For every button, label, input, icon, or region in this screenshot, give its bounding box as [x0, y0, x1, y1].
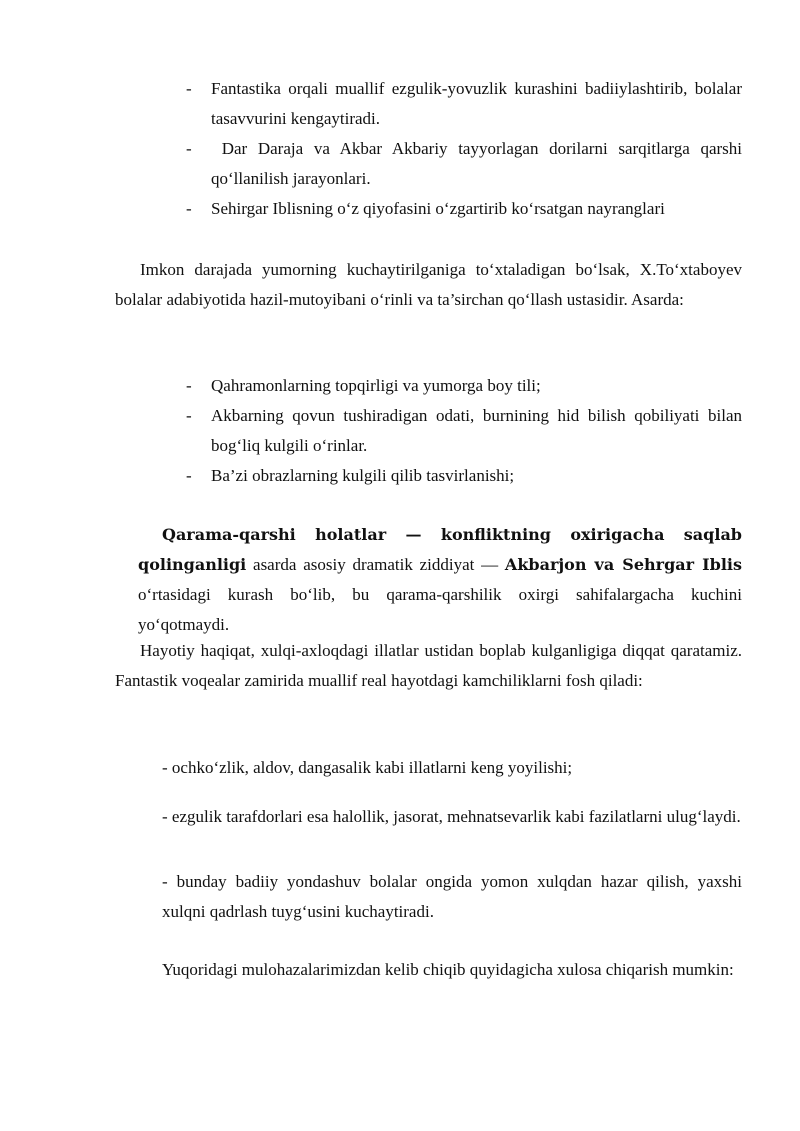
list-dash: -	[186, 406, 192, 425]
paragraph-text: o‘rtasidagi kurash bo‘lib, bu qarama-qarshilik oxirgi sahifalargacha kuchini yo‘qotmaydi.	[138, 585, 742, 634]
list-item-text: Ba’zi obrazlarning kulgili qilib tasvirlanishi;	[211, 466, 515, 485]
list-item	[186, 461, 742, 491]
list-item	[186, 194, 742, 224]
item-vices: - ochko‘zlik, aldov, dangasalik kabi illatlarni keng yoyilishi;	[162, 758, 573, 777]
list-item-text: Dar Daraja va Akbar Akbariy tayyorlagan dorilarni sarqitlarga qarshi qo‘llanilish jarayonlari.	[211, 139, 747, 188]
bold-phrase: Qarama-qarshi holatlar — konfliktning oxirigacha saqlab qolinganligi	[138, 525, 742, 574]
list-item	[186, 134, 747, 194]
bullet-list-1	[186, 74, 747, 224]
paragraph-text: asarda asosiy dramatik ziddiyat —	[246, 555, 505, 574]
paragraph-text: Hayotiy haqiqat, xulqi-axloqdagi illatlar ustidan boplab kulganligiga diqqat qaratamiz. Fantastik voqealar zamirida muallif real hayotdagi kamchiliklarni fosh qiladi:	[115, 641, 742, 690]
paragraph-reality	[115, 636, 742, 696]
list-item	[186, 74, 742, 134]
paragraph-text: Imkon darajada yumorning kuchaytirilganiga to‘xtaladigan bo‘lsak, X.To‘xtaboyev bolalar adabiyotida hazil-mutoyibani o‘rinli va ta’sirchan qo‘llash ustasidir. Asarda:	[115, 260, 742, 309]
list-item-text: Akbarning qovun tushiradigan odati, burnining hid bilish qobiliyati bilan bog‘liq kulgili o‘rinlar.	[211, 406, 742, 455]
paragraph-conflict	[138, 520, 742, 640]
list-dash: -	[186, 466, 192, 485]
list-item	[186, 401, 742, 461]
paragraph-conclusion	[115, 955, 742, 985]
list-item-text: Fantastika orqali muallif ezgulik-yovuzlik kurashini badiiylashtirib, bolalar tasavvurini kengaytiradi.	[211, 79, 742, 128]
list-item-text: Qahramonlarning topqirligi va yumorga boy tili;	[211, 376, 541, 395]
list-dash: -	[186, 79, 192, 98]
paragraph-humor	[115, 255, 742, 315]
list-item	[186, 371, 742, 401]
list-item-text: Sehirgar Iblisning o‘z qiyofasini o‘zgartirib ko‘rsatgan nayranglari	[211, 199, 665, 218]
list-dash: -	[186, 139, 192, 158]
bullet-list-2	[186, 371, 742, 491]
paragraph-text: Yuqoridagi mulohazalarimizdan kelib chiqib quyidagicha xulosa chiqarish mumkin:	[162, 960, 734, 979]
list-dash: -	[186, 376, 192, 395]
bold-phrase: Akbarjon va Sehrgar Iblis	[504, 555, 742, 574]
item-approach: - bunday badiiy yondashuv bolalar ongida yomon xulqdan hazar qilish, yaxshi xulqni qadrlash tuyg‘usini kuchaytiradi.	[162, 872, 742, 921]
list-dash: -	[186, 199, 192, 218]
item-virtues: - ezgulik tarafdorlari esa halollik, jasorat, mehnatsevarlik kabi fazilatlarni ulug‘laydi.	[162, 807, 741, 826]
